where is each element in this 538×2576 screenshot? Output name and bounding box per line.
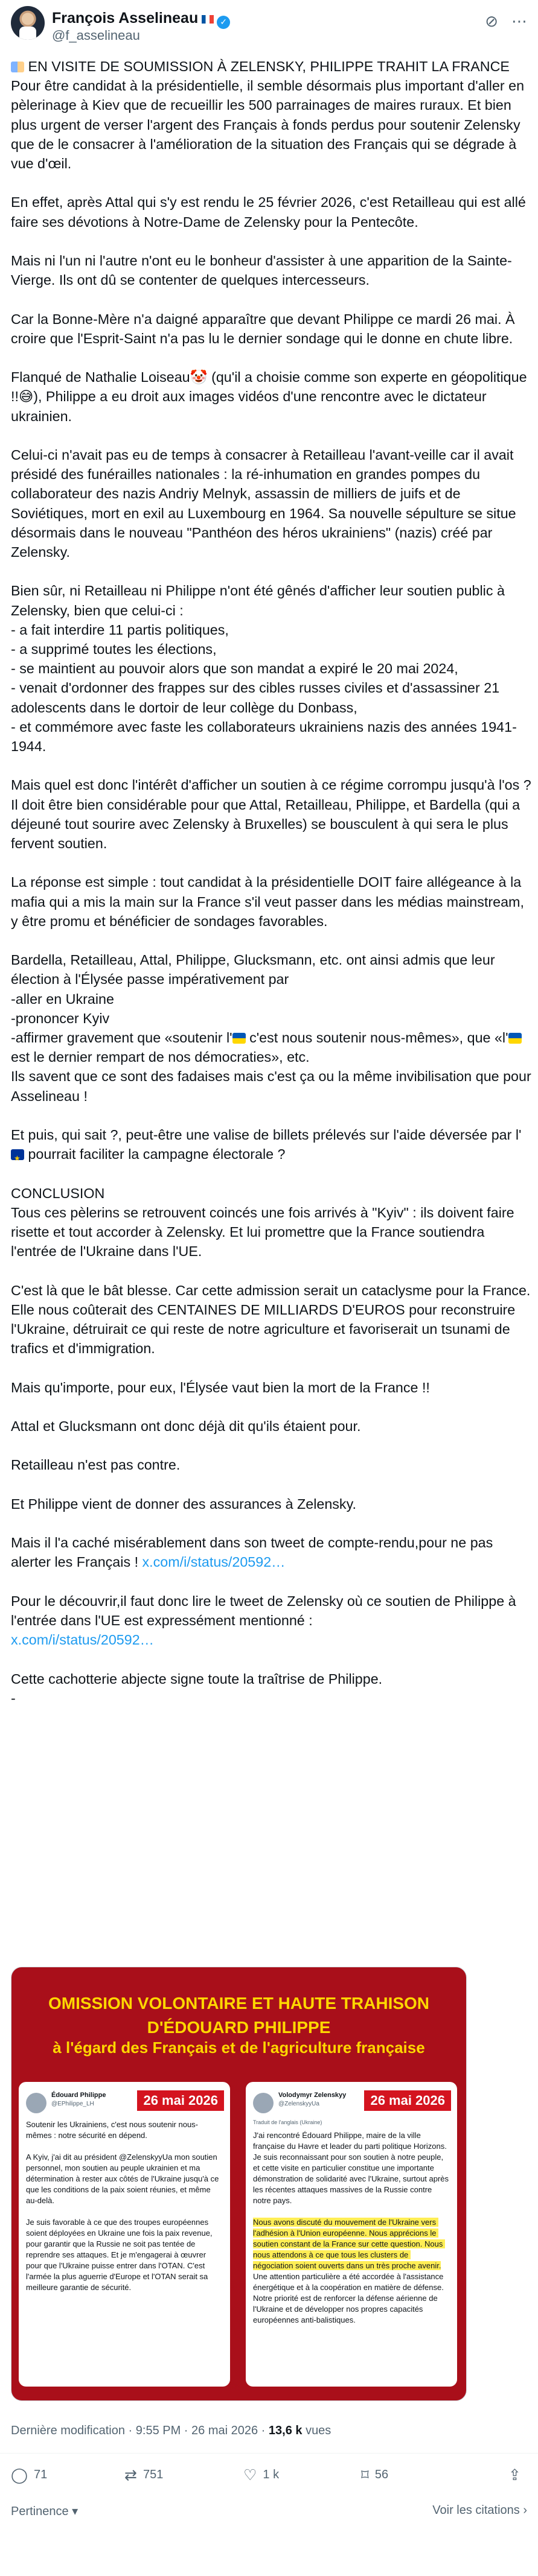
sort-relevance-dropdown[interactable]: Pertinence ▾: [11, 2505, 78, 2518]
image-subtitle: à l'égard des Français et de l'agriculture française: [53, 2038, 425, 2057]
paragraph-text: Retailleau n'est pas contre.: [11, 1457, 181, 1473]
post-paragraph: [11, 192, 531, 231]
paragraph-text: Bien sûr, ni Retailleau ni Philippe n'ont été gênés d'afficher leur soutien public à Zelensky, bien que celui-ci : - a fait interdire 11 partis politiques, - a supprimé toutes les élections, - se maintient au pouvoir alors que son mandat a expiré le 20 mai 2024, - venait d'ordonner des frappes sur des cibles russes civiles et d'assassiner 21 adolescents dans le dortoir de leur collège du Donbass, - et commémore avec faste les collaborateurs ukrainiens nazis des années 1941-1944.: [11, 583, 517, 755]
zelensky-highlighted-passage: Nous avons discuté du mouvement de l'Ukraine vers l'adhésion à l'Union européenne. Nous apprécions le soutien constant de la France sur cette question. Nous nous attendons à ce que tous les clusters de négociation soient ouverts dans un très proche avenir.: [253, 2218, 445, 2270]
paragraph-text: Celui-ci n'avait pas eu de temps à consacrer à Retailleau l'avant-veille car il avait présidé des funérailles nationales : la ré-inhumation en grandes pompes du collaborateur des nazis Andriy Melnyk, assassin de milliers de juifs et de Soviétiques, mort en exil au Luxembourg en 1964. Sa nouvelle sépulture se situe désormais dans le nouveau "Panthéon des héros ukrainiens" (nazis) créé par Zelensky.: [11, 446, 520, 560]
post-paragraph: [11, 775, 536, 853]
paragraph-text: Cette cachotterie abjecte signe toute la traîtrise de Philippe. -: [11, 1670, 383, 1706]
post-meta: Dernière modification · 9:55 PM · 26 mai 2026 · 13,6 k vues: [11, 2424, 331, 2437]
repost-icon: ⇄: [124, 2467, 137, 2484]
author-handle[interactable]: @f_asselineau: [52, 28, 140, 43]
post-text: [11, 57, 536, 1727]
zelensky-date-badge: 26 mai 2026: [364, 2090, 451, 2111]
views-label: vues: [306, 2424, 331, 2437]
philippe-name: Édouard Philippe: [51, 2092, 106, 2099]
paragraph-text: Et Philippe vient de donner des assurances à Zelensky.: [11, 1496, 356, 1512]
paragraph-text: est le dernier rempart de nos démocraties», etc. Ils savent que ce sont des fadaises mais c'est ça ou la même invibilisation que pour Asselineau !: [11, 1049, 531, 1104]
zelensky-tweet-body: [253, 2130, 450, 2326]
paragraph-text: pourrait faciliter la campagne électorale ?: [24, 1146, 286, 1163]
reply-count: 71: [33, 2468, 48, 2481]
reply-icon: ◯: [11, 2467, 28, 2484]
post-paragraph: [11, 1125, 531, 1164]
more-icon[interactable]: ⋯: [511, 12, 527, 30]
share-icon: ⇪: [508, 2467, 521, 2484]
paragraph-text: C'est là que le bât blesse. Car cette admission serait un cataclysme pour la France. Elle nous coûterait des CENTAINES DE MILLIARDS D'EUROS pour reconstruire l'Ukraine, détruirait ce qui reste de notre agriculture et favoriserait un tsunami de trafics et d'immigration.: [11, 1282, 534, 1357]
views-count: 13,6 k: [268, 2424, 303, 2437]
author-name-row[interactable]: [52, 10, 230, 29]
philippe-handle: @EPhilippe_LH: [51, 2101, 94, 2107]
zelensky-name: Volodymyr Zelenskyy: [278, 2092, 347, 2099]
repost-button[interactable]: [124, 2466, 163, 2484]
quoted-tweet-zelensky: [246, 2082, 457, 2387]
modified-label[interactable]: Dernière modification: [11, 2424, 125, 2437]
paragraph-text: Bardella, Retailleau, Attal, Philippe, Glucksmann, etc. ont ainsi admis que leur élection à l'Élysée passe impérativement par -aller en Ukraine -prononcer Kyiv -affirmer gravement que «soutenir l': [11, 952, 495, 1046]
post-paragraph: [11, 1455, 531, 1474]
bookmark-icon: ⌑: [361, 2467, 369, 2484]
news-emoji-icon: [11, 62, 24, 72]
translation-note: Traduit de l'anglais (Ukraine): [253, 2119, 322, 2125]
reply-button[interactable]: [11, 2466, 47, 2484]
philippe-avatar: [26, 2093, 46, 2113]
author-name[interactable]: François Asselineau: [52, 10, 199, 27]
repost-count: 751: [143, 2468, 164, 2481]
post-paragraph: [11, 950, 531, 1106]
image-title: OMISSION VOLONTAIRE ET HAUTE TRAHISON D'ÉDOUARD PHILIPPE: [48, 1994, 430, 2037]
paragraph-text: Mais ni l'un ni l'autre n'ont eu le bonheur d'assister à une apparition de la Sainte-Vierge. Ils ont dû se contenter de quelques intercesseurs.: [11, 253, 512, 288]
post-header: [11, 6, 527, 42]
post-paragraph: [11, 1184, 531, 1261]
like-count: 1 k: [263, 2468, 280, 2481]
view-quotes-link[interactable]: Voir les citations ›: [432, 2504, 527, 2517]
bookmark-count: 56: [374, 2468, 389, 2481]
french-flag-icon: [202, 15, 214, 24]
bookmark-button[interactable]: [361, 2466, 388, 2484]
post-paragraph: [11, 1533, 531, 1572]
post-paragraph: [11, 367, 531, 426]
paragraph-text: EN VISITE DE SOUMISSION À ZELENSKY, PHILIPPE TRAHIT LA FRANCE Pour être candidat à la présidentielle, il semble désormais plus important d'aller en pèlerinage à Kiev que de recueillir les 500 parrainages de maires ruraux. Et bien plus urgent de verser l'argent des Français à fonds perdus pour soutenir Zelensky que de le consacrer à l'amélioration de la situation des Français qui se dégrade à vue d'œil.: [11, 59, 525, 172]
heart-icon: ♡: [243, 2467, 257, 2484]
share-button[interactable]: [508, 2466, 527, 2484]
paragraph-text: c'est nous soutenir nous-mêmes», que «l': [245, 1030, 508, 1046]
post-paragraph: [11, 1281, 534, 1359]
post-paragraph: [11, 581, 531, 756]
post-paragraph: [11, 57, 531, 173]
quoted-tweet-philippe: [19, 2082, 230, 2387]
author-avatar[interactable]: [11, 6, 45, 40]
zelensky-avatar: [253, 2093, 274, 2113]
paragraph-text: En effet, après Attal qui s'y est rendu le 25 février 2026, c'est Retailleau qui est allé faire ses dévotions à Notre-Dame de Zelensky pour la Pentecôte.: [11, 194, 530, 230]
like-button[interactable]: [243, 2466, 279, 2484]
ukraine-flag-icon: [232, 1033, 246, 1044]
post-paragraph: [11, 309, 531, 348]
post-paragraph: [11, 872, 531, 931]
paragraph-text: Et puis, qui sait ?, peut-être une valise de billets prélevés sur l'aide déversée par l': [11, 1127, 522, 1143]
post-paragraph: [11, 1378, 531, 1397]
paragraph-text: Mais qu'importe, pour eux, l'Élysée vaut bien la mort de la France !!: [11, 1379, 430, 1395]
post-paragraph: [11, 1494, 531, 1514]
post-image[interactable]: [11, 1967, 467, 2401]
ukraine-flag-icon: [508, 1033, 522, 1044]
post-paragraph: [11, 1416, 531, 1436]
status-link[interactable]: x.com/i/status/20592…: [11, 1632, 154, 1648]
post-paragraph: [11, 1669, 531, 1708]
philippe-tweet-body: Soutenir les Ukrainiens, c'est nous soutenir nous-mêmes : notre sécurité en dépend. A Kyiv, j'ai dit au président @ZelenskyyUa mon soutien personnel, mon soutien au peuple ukrainien et ma détermination à rester aux côtés de l'Ukraine jusqu'à ce que les conditions de la paix soient réunies, et même au-delà. Je suis favorable à ce que des troupes européennes soient déployées en Ukraine une fois la paix revenue, pour garantir que la Russie ne soit pas tentée de reprendre ses attaques. Et je m'engagerai à œuvrer pour que l'Ukraine puisse entrer dans l'OTAN. C'est l'armée la plus aguerrie d'Europe et l'OTAN serait sa meilleure garantie de sécurité.: [26, 2120, 219, 2292]
paragraph-text: Pour le découvrir,il faut donc lire le tweet de Zelensky où ce soutien de Philippe à l'entrée dans l'UE est expressément mentionné :: [11, 1593, 516, 1628]
paragraph-text: La réponse est simple : tout candidat à la présidentielle DOIT faire allégeance à la mafia qui a mis la main sur la France s'il veut passer dans les médias mainstream, y être promu et bénéficier de sondages favorables.: [11, 874, 528, 929]
paragraph-text: Mais il l'a caché misérablement dans son tweet de compte-rendu,pour ne pas alerter les Français !: [11, 1535, 497, 1570]
zelensky-body-before: J'ai rencontré Édouard Philippe, maire de la ville française du Havre et leader du parti politique Horizons. Je suis reconnaissant pour son soutien à notre peuple, et cette visite en particulier constitue une importante démonstration de solidarité avec l'Ukraine, surtout après les récentes attaques massives de la Russie contre notre pays.: [253, 2131, 449, 2205]
grok-icon[interactable]: ⊘: [485, 12, 498, 30]
eu-flag-icon: [11, 1149, 24, 1160]
verified-badge-icon: ✓: [217, 16, 230, 29]
zelensky-body-after: Une attention particulière a été accordée à l'assistance énergétique et à la coopération en matière de défense. Notre priorité est de renforcer la défense aérienne de l'Ukraine et de développer nos propres capacités européennes anti-balistiques.: [253, 2261, 446, 2324]
divider: [0, 2453, 538, 2454]
paragraph-text: Flanqué de Nathalie Loiseau🤡 (qu'il a choisie comme son experte en géopolitique !!😅), Philippe a eu droit aux images vidéos d'une rencontre avec le dictateur ukrainien.: [11, 369, 531, 424]
post-time[interactable]: 9:55 PM · 26 mai 2026: [135, 2424, 258, 2437]
philippe-date-badge: 26 mai 2026: [137, 2090, 224, 2111]
post-paragraph: [11, 1591, 531, 1650]
post-paragraph: [11, 445, 531, 562]
zelensky-handle: @ZelenskyyUa: [278, 2101, 319, 2107]
post-paragraph: [11, 251, 531, 290]
paragraph-text: Attal et Glucksmann ont donc déjà dit qu'ils étaient pour.: [11, 1418, 361, 1434]
paragraph-text: CONCLUSION Tous ces pèlerins se retrouvent coincés une fois arrivés à "Kyiv" : ils doivent faire risette et tout accorder à Zelensky. Et lui promettre que la France soutiendra l'entrée de l'Ukraine dans l'UE.: [11, 1185, 514, 1260]
paragraph-text: Mais quel est donc l'intérêt d'afficher un soutien à ce régime corrompu jusqu'à l'os ? Il doit être bien considérable pour que Attal, Retailleau, Philippe, et Bardella (qui a déjeuné tout sourire avec Zelensky à Bruxelles) se bousculent à qui sera le plus fervent soutien.: [11, 777, 536, 852]
header-actions: [472, 12, 527, 31]
status-link[interactable]: x.com/i/status/20592…: [142, 1554, 286, 1570]
action-bar: [11, 2466, 527, 2490]
paragraph-text: Car la Bonne-Mère n'a daigné apparaître que devant Philippe ce mardi 26 mai. À croire que l'Esprit-Saint n'a pas lu le dernier sondage qui le donne en chute libre.: [11, 311, 519, 346]
